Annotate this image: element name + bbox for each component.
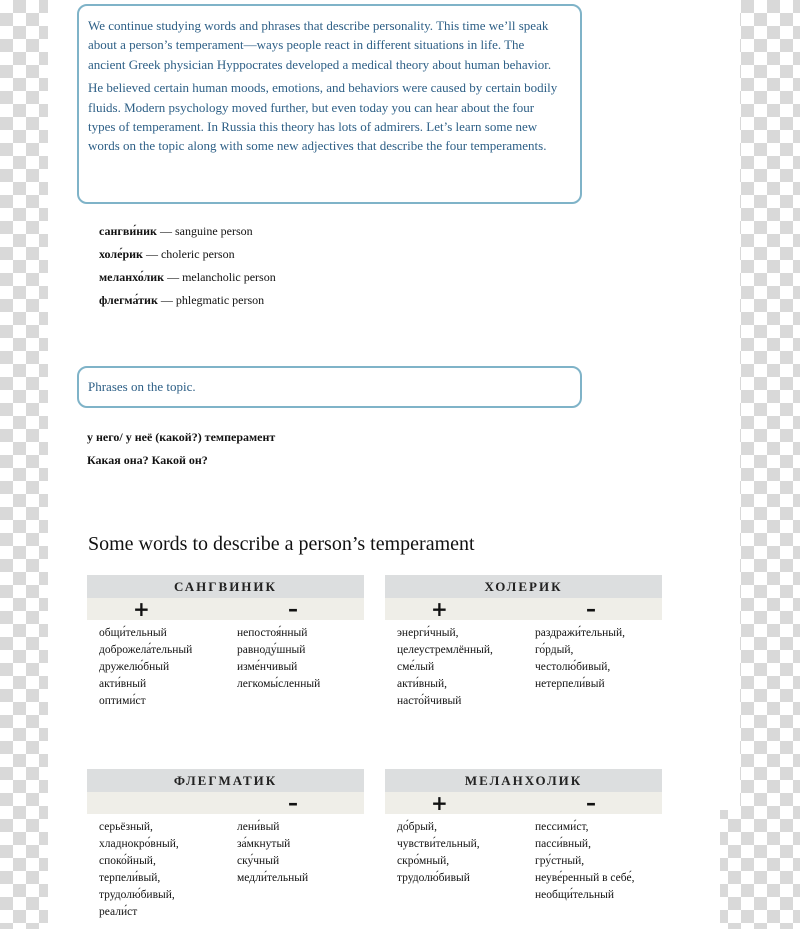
trait: насто́йчивый: [397, 695, 462, 707]
trait: реали́ст: [99, 906, 138, 918]
temperament-title: МЕЛАНХОЛИК: [385, 769, 662, 792]
trait: необщи́тельный: [535, 889, 615, 901]
trait: оптими́ст: [99, 695, 146, 707]
vocab-item-melancholic: [99, 268, 276, 291]
temperament-title: ХОЛЕРИК: [385, 575, 662, 598]
temperament-table-sanguine: [87, 575, 364, 730]
vocab-item-phlegmatic: [99, 291, 276, 314]
trait: сме́лый: [397, 661, 435, 673]
trait: дружелю́бный: [99, 661, 170, 673]
intro-paragraph-1: We continue studying words and phrases that describe personality. This time we’ll speak about a person’s temperament—ways people react in different situations in life. The ancient Greek physician Hyppocrates developed a medical theory about human behavior.: [88, 18, 552, 72]
trait: общи́тельный: [99, 627, 167, 639]
negative-traits: [237, 819, 308, 887]
positive-traits: [397, 625, 493, 710]
trait: пасси́вный,: [535, 838, 591, 850]
negative-traits: [535, 625, 625, 693]
positive-traits: [397, 819, 480, 887]
trait: ску́чный: [237, 855, 280, 867]
trait: терпели́вый,: [99, 872, 161, 884]
trait: непостоя́нный: [237, 627, 308, 639]
positive-traits: [99, 819, 179, 921]
phrase-question: Какая она? Какой он?: [87, 453, 208, 467]
trait: споко́йный,: [99, 855, 156, 867]
trait: целеустремлённый,: [397, 644, 493, 656]
vocab-term: сангви́ник: [99, 224, 157, 238]
trait: изме́нчивый: [237, 661, 298, 673]
phrase-temperament: у него/ у неё (какой?) темперамент: [87, 430, 276, 444]
trait: энерги́чный,: [397, 627, 459, 639]
vocab-term: меланхо́лик: [99, 270, 165, 284]
negative-traits: [535, 819, 634, 904]
vocab-translation: — sanguine person: [156, 224, 253, 238]
intro-paragraph-2: He believed certain human moods, emotions, and behaviors were caused by certain bodily fluids. Modern psychology moved further, but even today you can hear about the four types of temperament. In Russia this theory has lots of admirers. Let’s learn some new words on the topic along with some new adjectives that describe the four temperaments.: [88, 80, 558, 154]
signs-row: [87, 792, 364, 814]
vocab-translation: — phlegmatic person: [157, 293, 265, 307]
trait: серьёзный,: [99, 821, 153, 833]
trait: гру́стный,: [535, 855, 585, 867]
minus-icon: –: [288, 597, 298, 621]
trait: до́брый,: [397, 821, 437, 833]
temperament-table-choleric: [385, 575, 662, 730]
positive-traits: [99, 625, 192, 710]
trait: раздражи́тельный,: [535, 627, 626, 639]
trait: трудолю́бивый: [397, 872, 470, 884]
vocab-term: флегма́тик: [99, 293, 158, 307]
trait: медли́тельный: [237, 872, 309, 884]
plus-icon: +: [133, 597, 150, 621]
vocabulary-list: [99, 222, 276, 314]
trait: пессими́ст,: [535, 821, 589, 833]
trait: акти́вный,: [397, 678, 448, 690]
vocab-translation: — choleric person: [142, 247, 235, 261]
plus-icon: +: [431, 597, 448, 621]
phrases-callout: Phrases on the topic.: [77, 366, 582, 408]
section-title: Some words to describe a person’s temperament: [88, 533, 475, 555]
trait: хладнокро́вный,: [99, 838, 179, 850]
plus-icon: +: [431, 791, 448, 815]
vocab-item-choleric: [99, 245, 276, 268]
vocab-item-sanguine: [99, 222, 276, 245]
vocab-term: холе́рик: [99, 247, 143, 261]
trait: трудолю́бивый,: [99, 889, 175, 901]
signs-row: [385, 598, 662, 620]
temperament-title: САНГВИНИК: [87, 575, 364, 598]
trait: за́мкнутый: [237, 838, 291, 850]
temperament-table-melancholic: [385, 769, 662, 924]
vocab-translation: — melancholic person: [164, 270, 276, 284]
signs-row: [87, 598, 364, 620]
trait: неуве́ренный в себе́,: [535, 872, 635, 884]
trait: лени́вый: [237, 821, 280, 833]
negative-traits: [237, 625, 320, 693]
minus-icon: –: [586, 791, 596, 815]
trait: равноду́шный: [237, 644, 306, 656]
trait: скро́мный,: [397, 855, 450, 867]
trait: честолю́бивый,: [535, 661, 611, 673]
trait: го́рдый,: [535, 644, 574, 656]
trait: акти́вный: [99, 678, 147, 690]
minus-icon: –: [586, 597, 596, 621]
trait: доброжела́тельный: [99, 644, 193, 656]
trait: легкомы́сленный: [237, 678, 321, 690]
temperament-title: ФЛЕГМАТИК: [87, 769, 364, 792]
signs-row: [385, 792, 662, 814]
intro-callout: [77, 4, 582, 204]
trait: нетерпели́вый: [535, 678, 605, 690]
trait: чувстви́тельный,: [397, 838, 480, 850]
temperament-table-phlegmatic: [87, 769, 364, 924]
minus-icon: –: [288, 791, 298, 815]
